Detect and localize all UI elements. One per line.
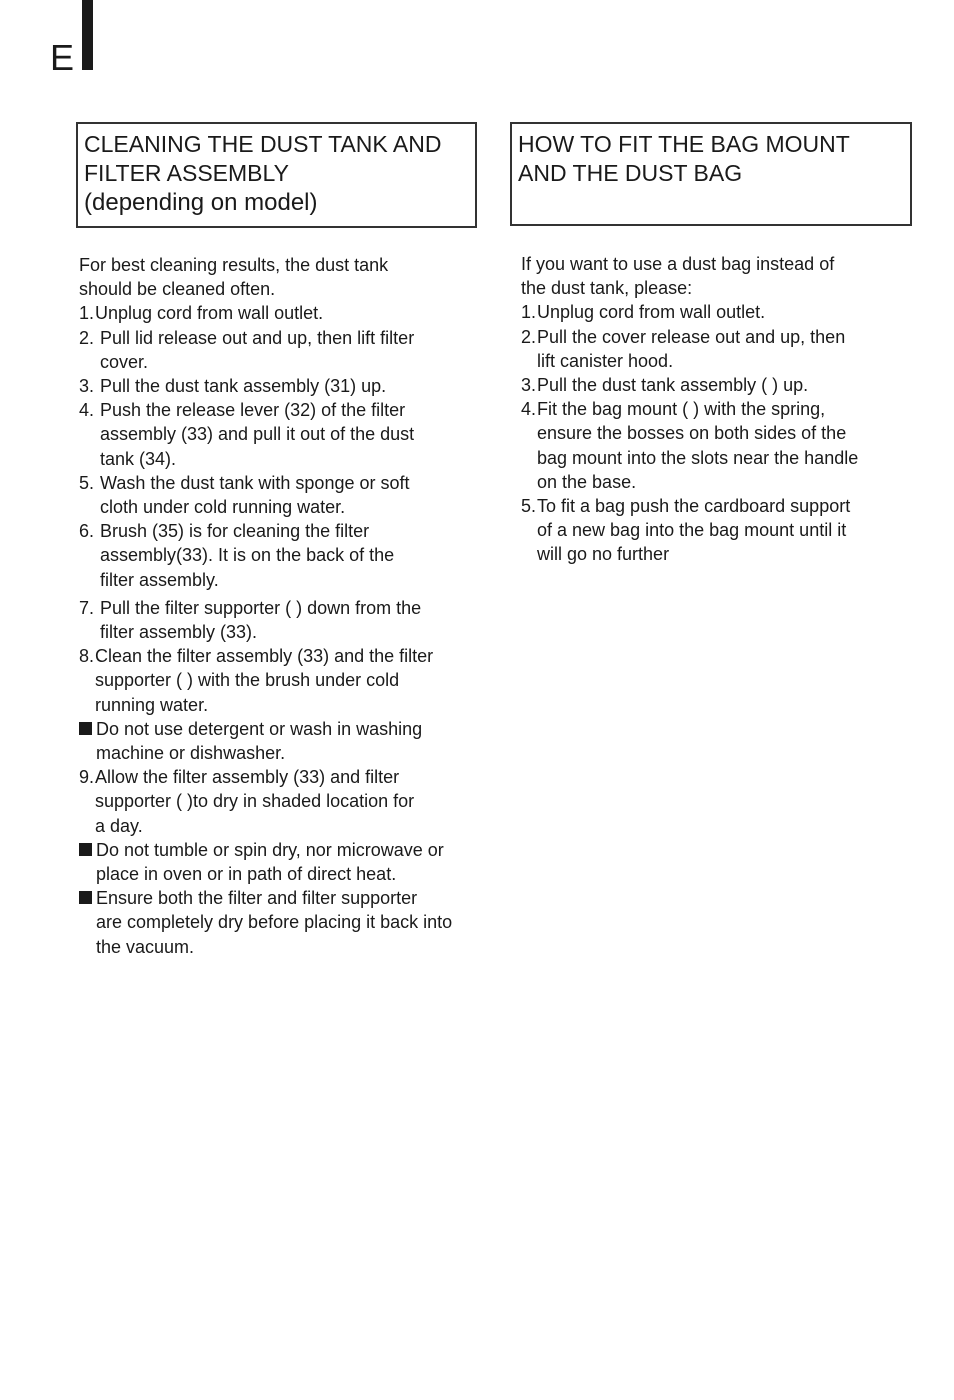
- right-step-item: [521, 300, 921, 324]
- left-title-line-1: CLEANING THE DUST TANK AND: [84, 131, 442, 157]
- right-step-item: [521, 397, 921, 494]
- left-step-line: a day.: [95, 815, 143, 836]
- left-step-line: Do not use detergent or wash in washing: [96, 718, 423, 739]
- left-step-line: Pull the dust tank assembly (31) up.: [100, 376, 387, 397]
- left-section-title-box: [76, 122, 477, 228]
- left-step-number: 1.: [79, 303, 95, 324]
- left-step-number: 8.: [79, 646, 95, 667]
- square-bullet-icon: [79, 843, 92, 856]
- language-marker-bar: [82, 0, 93, 70]
- left-step-line: filter assembly (33).: [100, 622, 258, 643]
- left-step-item: [79, 596, 509, 644]
- left-note-item: [79, 717, 509, 765]
- left-step-line: assembly(33). It is on the back of the: [100, 545, 395, 566]
- left-step-number: 6.: [79, 521, 95, 542]
- right-title-line-2: AND THE DUST BAG: [518, 160, 743, 186]
- left-step-line: are completely dry before placing it back into: [96, 912, 453, 933]
- right-step-line: of a new bag into the bag mount until it: [537, 520, 847, 541]
- left-step-item: [79, 765, 509, 838]
- left-step-number: 7.: [79, 597, 95, 618]
- left-step-number: 9.: [79, 767, 95, 788]
- left-title-line-2: FILTER ASSEMBLY: [84, 160, 289, 186]
- right-step-line: Unplug cord from wall outlet.: [537, 302, 766, 323]
- left-step-line: Pull lid release out and up, then lift filter: [100, 327, 415, 348]
- left-intro-line: should be cleaned often.: [79, 279, 276, 300]
- right-step-item: [521, 373, 921, 397]
- left-step-item: [79, 471, 509, 519]
- right-step-number: 2.: [521, 326, 537, 347]
- right-step-item: [521, 325, 921, 373]
- right-step-number: 4.: [521, 399, 537, 420]
- left-step-line: assembly (33) and pull it out of the dust: [100, 424, 415, 445]
- right-step-line: bag mount into the slots near the handle: [537, 447, 859, 468]
- left-step-line: supporter ( )to dry in shaded location for: [95, 791, 415, 812]
- left-step-item: [79, 519, 509, 592]
- left-step-number: 4.: [79, 400, 95, 421]
- right-section-title-box: [510, 122, 912, 226]
- right-step-number: 1.: [521, 302, 537, 323]
- left-step-item: [79, 398, 509, 471]
- left-step-number: 2.: [79, 327, 95, 348]
- left-step-line: filter assembly.: [100, 569, 219, 590]
- language-letter: E: [50, 37, 75, 78]
- right-section-body: [521, 252, 921, 567]
- right-step-line: Pull the cover release out and up, then: [537, 326, 846, 347]
- left-step-number: 3.: [79, 376, 95, 397]
- right-step-line: Pull the dust tank assembly ( ) up.: [537, 375, 809, 396]
- left-step-number: 5.: [79, 472, 95, 493]
- right-step-line: on the base.: [537, 471, 637, 492]
- left-note-item: [79, 886, 509, 959]
- right-step-item: [521, 494, 921, 567]
- left-step-line: place in oven or in path of direct heat.: [96, 864, 397, 885]
- left-step-line: Wash the dust tank with sponge or soft: [100, 472, 410, 493]
- left-step-line: cloth under cold running water.: [100, 497, 346, 518]
- left-step-line: Push the release lever (32) of the filter: [100, 400, 406, 421]
- right-step-line: lift canister hood.: [537, 350, 674, 371]
- right-step-line: ensure the bosses on both sides of the: [537, 423, 847, 444]
- left-step-item: [79, 644, 509, 717]
- right-title-line-1: HOW TO FIT THE BAG MOUNT: [518, 131, 850, 157]
- left-intro-line: For best cleaning results, the dust tank: [79, 255, 389, 275]
- right-step-line: To fit a bag push the cardboard support: [537, 496, 851, 517]
- right-intro-line: If you want to use a dust bag instead of: [521, 254, 835, 274]
- left-step-line: running water.: [95, 694, 209, 715]
- left-step-line: Do not tumble or spin dry, nor microwave or: [96, 839, 444, 860]
- left-step-item: [79, 374, 509, 398]
- left-note-item: [79, 838, 509, 886]
- left-step-line: cover.: [100, 351, 149, 372]
- left-step-line: Brush (35) is for cleaning the filter: [100, 521, 370, 542]
- left-step-line: tank (34).: [100, 448, 177, 469]
- left-step-line: Allow the filter assembly (33) and filter: [95, 767, 400, 788]
- left-step-line: Pull the filter supporter ( ) down from the: [100, 597, 422, 618]
- right-step-number: 5.: [521, 496, 537, 517]
- right-step-number: 3.: [521, 375, 537, 396]
- left-step-line: Ensure both the filter and filter supporter: [96, 888, 418, 909]
- left-step-item: [79, 326, 509, 374]
- left-step-item: [79, 301, 509, 325]
- left-section-body: [79, 253, 509, 959]
- left-step-line: the vacuum.: [96, 936, 195, 957]
- square-bullet-icon: [79, 722, 92, 735]
- right-step-line: Fit the bag mount ( ) with the spring,: [537, 399, 826, 420]
- left-step-line: machine or dishwasher.: [96, 743, 286, 764]
- right-intro-line: the dust tank, please:: [521, 278, 693, 299]
- left-step-line: Clean the filter assembly (33) and the filter: [95, 646, 434, 667]
- right-step-line: will go no further: [537, 544, 670, 565]
- left-subtitle: (depending on model): [84, 189, 318, 216]
- square-bullet-icon: [79, 891, 92, 904]
- left-step-line: Unplug cord from wall outlet.: [95, 303, 324, 324]
- left-step-line: supporter ( ) with the brush under cold: [95, 670, 400, 691]
